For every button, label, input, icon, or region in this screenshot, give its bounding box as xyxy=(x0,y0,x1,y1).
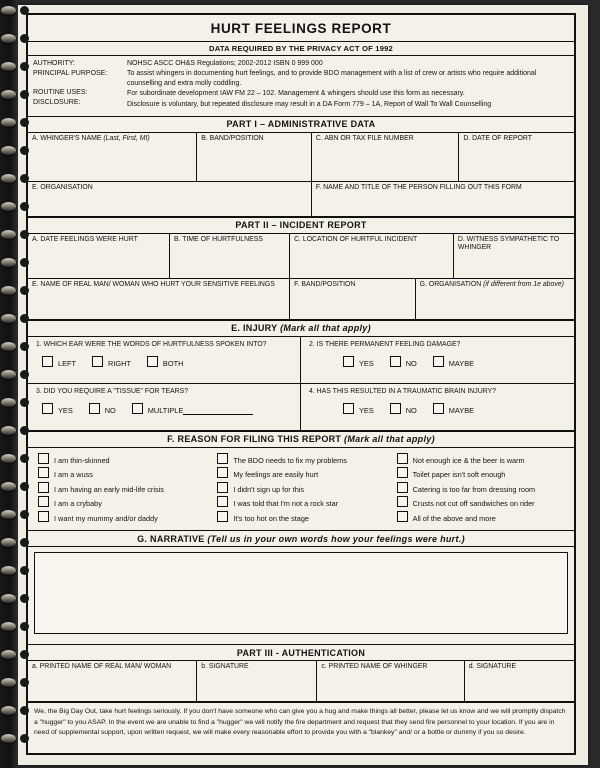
question-text: 3. DID YOU REQUIRE A "TISSUE" FOR TEARS? xyxy=(36,387,189,395)
reason-checkbox-grid xyxy=(28,448,574,532)
checkbox-no[interactable] xyxy=(89,403,116,415)
reason-label: Toilet paper isn't soft enough xyxy=(412,470,506,480)
footer-disclaimer: We, the Big Day Out, take hurt feelings seriously. If you don't have someone who can give you a hug and make things all better, please let us know and we will promptly dispatch a "hugger" to you ASAP. In the event we are unable to find a "hugger" we will notify the fire department and request that they send fire personnel to your location. If you are in need of supplemental support, upon written request, we will make every reasonable effort to provide you with a "blankey" and/ or a bottle or dummy if you so desire. xyxy=(28,702,574,741)
binding-hole xyxy=(20,90,29,99)
field-label: D. DATE OF REPORT xyxy=(463,134,532,142)
field-label-italic: (if different from 1e above) xyxy=(483,280,564,288)
binding-ring xyxy=(1,510,16,519)
question-text: 2. IS THERE PERMANENT FEELING DAMAGE? xyxy=(309,340,461,348)
binding-hole xyxy=(20,426,29,435)
reason-label: I am thin-skinned xyxy=(54,455,110,465)
field-label: G. ORGANISATION xyxy=(419,280,484,288)
checkbox-icon[interactable] xyxy=(397,496,408,507)
reason-item[interactable] xyxy=(397,511,570,526)
binding-ring xyxy=(1,118,16,127)
field-label: E. NAME OF REAL MAN/ WOMAN WHO HURT YOUR SENSITIVE FEELINGS xyxy=(32,280,275,288)
binding-ring xyxy=(1,426,16,435)
checkbox-icon[interactable] xyxy=(397,511,408,522)
checkbox-label: YES xyxy=(359,406,374,416)
injury-row-2 xyxy=(28,384,574,431)
reason-item[interactable] xyxy=(38,482,211,497)
injury-q3-options xyxy=(32,396,297,417)
binding-hole xyxy=(20,230,29,239)
binding-ring xyxy=(1,62,16,71)
binding-hole xyxy=(20,342,29,351)
disclosure-line: Disclosure is voluntary, but repeated disclosure may result in a DA Form 779 – 1A, Report of Wall To Wall Counselling xyxy=(127,100,492,108)
binding-hole xyxy=(20,734,29,743)
binding-ring xyxy=(1,734,16,743)
binding-hole xyxy=(20,6,29,15)
binding-hole xyxy=(20,482,29,491)
binding-hole xyxy=(20,398,29,407)
checkbox-icon[interactable] xyxy=(92,356,103,367)
narrative-heading-italic: (Tell us in your own words how your feelings were hurt.) xyxy=(207,533,465,544)
reason-item[interactable] xyxy=(397,482,570,497)
reason-column-1 xyxy=(32,453,211,526)
reason-item[interactable] xyxy=(38,496,211,511)
narrative-heading-text: G. NARRATIVE xyxy=(137,533,205,544)
part2-row-1 xyxy=(28,234,574,279)
checkbox-label: LEFT xyxy=(58,359,77,369)
binding-hole xyxy=(20,174,29,183)
binding-hole xyxy=(20,678,29,687)
reason-item[interactable] xyxy=(217,467,390,482)
injury-q2-options xyxy=(305,349,571,370)
binding-ring xyxy=(1,370,16,379)
field-abn-tax-file-number[interactable] xyxy=(312,133,459,181)
checkbox-icon[interactable] xyxy=(132,403,143,414)
checkbox-icon[interactable] xyxy=(390,403,401,414)
binding-hole xyxy=(20,258,29,267)
narrative-heading xyxy=(28,531,574,547)
binding-ring xyxy=(1,706,16,715)
field-band-position-2[interactable] xyxy=(290,279,416,319)
checkbox-both[interactable] xyxy=(147,356,184,368)
field-label: F. BAND/POSITION xyxy=(294,280,356,288)
authority-label: AUTHORITY: xyxy=(33,60,76,67)
binding-ring xyxy=(1,146,16,155)
field-label: c. PRINTED NAME OF WHINGER xyxy=(321,663,428,671)
checkbox-label: NO xyxy=(405,406,417,416)
field-label: d. SIGNATURE xyxy=(468,663,517,671)
binding-ring xyxy=(1,622,16,631)
checkbox-icon[interactable] xyxy=(343,356,354,367)
field-name-title-filler[interactable] xyxy=(312,182,574,216)
principal-purpose-label: PRINCIPAL PURPOSE: xyxy=(33,70,108,78)
checkbox-icon[interactable] xyxy=(390,356,401,367)
binding-hole xyxy=(20,202,29,211)
paper-sheet xyxy=(16,5,588,765)
reason-column-2 xyxy=(211,453,390,526)
checkbox-icon[interactable] xyxy=(38,511,49,522)
checkbox-icon[interactable] xyxy=(397,467,408,478)
reason-label: I am having an early mid-life crisis xyxy=(54,484,164,494)
checkbox-icon[interactable] xyxy=(217,496,228,507)
checkbox-icon[interactable] xyxy=(433,356,444,367)
checkbox-icon[interactable] xyxy=(397,453,408,464)
binding-ring xyxy=(1,286,16,295)
reason-heading-text: F. REASON FOR FILING THIS REPORT xyxy=(167,434,342,445)
checkbox-icon[interactable] xyxy=(147,356,158,367)
field-location-of-incident[interactable] xyxy=(290,234,454,278)
reason-item[interactable] xyxy=(397,467,570,482)
checkbox-icon[interactable] xyxy=(42,356,53,367)
injury-question-3 xyxy=(28,384,301,430)
field-time-of-hurtfulness[interactable] xyxy=(170,234,290,278)
spiral-binding xyxy=(0,0,18,768)
authority-text xyxy=(125,56,574,116)
reason-item[interactable] xyxy=(217,496,390,511)
binding-ring xyxy=(1,454,16,463)
checkbox-yes[interactable] xyxy=(343,403,374,415)
field-organisation[interactable] xyxy=(28,182,312,216)
binding-ring xyxy=(1,90,16,99)
binding-hole xyxy=(20,706,29,715)
reason-column-3 xyxy=(391,453,570,526)
binding-hole xyxy=(20,370,29,379)
injury-question-1 xyxy=(28,337,301,383)
question-text: 1. WHICH EAR WERE THE WORDS OF HURTFULNESS SPOKEN INTO? xyxy=(36,340,267,348)
binding-ring xyxy=(1,594,16,603)
field-label: B. BAND/POSITION xyxy=(201,134,264,142)
field-signature-2[interactable] xyxy=(465,661,574,701)
checkbox-icon[interactable] xyxy=(343,403,354,414)
binding-hole xyxy=(20,566,29,575)
injury-q4-options xyxy=(305,396,571,417)
field-date-of-report[interactable] xyxy=(459,133,574,181)
injury-question-4 xyxy=(301,384,574,430)
checkbox-left[interactable] xyxy=(42,356,76,368)
part2-row-2 xyxy=(28,279,574,320)
reason-label: I was told that I'm not a rock star xyxy=(233,499,339,509)
reason-label: All of the above and more xyxy=(412,513,496,523)
part3-heading: PART III - AUTHENTICATION xyxy=(28,645,574,661)
part1-row-2 xyxy=(28,182,574,217)
binding-hole xyxy=(20,594,29,603)
injury-heading-text: E. INJURY xyxy=(231,323,278,334)
binding-hole xyxy=(20,34,29,43)
binding-ring xyxy=(1,398,16,407)
field-label: B. TIME OF HURTFULNESS xyxy=(173,235,263,243)
checkbox-right[interactable] xyxy=(92,356,131,368)
binding-hole xyxy=(20,286,29,295)
binding-ring xyxy=(1,202,16,211)
binding-ring xyxy=(1,342,16,351)
binding-hole xyxy=(20,510,29,519)
authority-labels xyxy=(28,56,125,116)
checkbox-icon[interactable] xyxy=(433,403,444,414)
field-label: F. NAME AND TITLE OF THE PERSON FILLING OUT THIS FORM xyxy=(315,183,522,191)
disclosure-label: DISCLOSURE: xyxy=(33,99,81,107)
field-label: C. ABN OR TAX FILE NUMBER xyxy=(315,134,414,142)
checkbox-label: NO xyxy=(405,359,417,369)
checkbox-maybe[interactable] xyxy=(433,356,474,368)
hurt-feelings-report-form xyxy=(26,13,576,755)
binding-ring xyxy=(1,482,16,491)
authority-line: NOHSC ASCC OH&S Regulations; 2002-2012 ISBN 0 999 000 xyxy=(127,60,323,67)
reason-label: I am a wuss xyxy=(54,470,93,480)
checkbox-yes[interactable] xyxy=(42,403,73,415)
routine-uses-label: ROUTINE USES: xyxy=(33,89,88,97)
binding-ring xyxy=(1,566,16,575)
field-label: A. DATE FEELINGS WERE HURT xyxy=(32,235,138,243)
checkbox-icon[interactable] xyxy=(38,467,49,478)
binding-hole xyxy=(20,538,29,547)
reason-item[interactable] xyxy=(217,511,390,526)
binding-ring xyxy=(1,34,16,43)
binding-hole xyxy=(20,454,29,463)
checkbox-no[interactable] xyxy=(390,403,417,415)
checkbox-multiple[interactable] xyxy=(132,403,254,415)
multiple-write-in-line[interactable] xyxy=(183,414,253,415)
checkbox-label: MAYBE xyxy=(448,406,475,416)
field-label: C. LOCATION OF HURTFUL INCIDENT xyxy=(294,235,418,243)
reason-heading xyxy=(28,431,574,448)
field-printed-name-whinger[interactable] xyxy=(317,661,464,701)
authority-block xyxy=(28,56,574,116)
reason-label: It's too hot on the stage xyxy=(233,513,309,523)
field-date-feelings-hurt[interactable] xyxy=(28,234,170,278)
reason-item[interactable] xyxy=(38,511,211,526)
binding-ring xyxy=(1,6,16,15)
narrative-textarea[interactable] xyxy=(34,552,568,634)
binding-ring xyxy=(1,230,16,239)
checkbox-yes[interactable] xyxy=(343,356,374,368)
injury-question-2 xyxy=(301,337,574,383)
part3-row xyxy=(28,661,574,702)
field-witness[interactable] xyxy=(454,234,574,278)
injury-row-1 xyxy=(28,337,574,384)
binding-hole xyxy=(20,650,29,659)
narrative-section xyxy=(28,552,574,645)
reason-label: Crusts not cut off sandwiches on rider xyxy=(412,499,535,509)
injury-heading-italic: (Mark all that apply) xyxy=(280,323,371,334)
binding-hole xyxy=(20,622,29,631)
routine-uses-line: For subordinate development IAW FM 22 – 102. Management & whingers should use this form as necessary. xyxy=(127,90,465,98)
principal-purpose-line: To assist whingers in documenting hurt feelings, and to provide BDO management with a list of crew or artists who require additional counselling and extra molly coddling. xyxy=(127,70,537,88)
binding-ring xyxy=(1,258,16,267)
field-band-position[interactable] xyxy=(197,133,312,181)
field-label: E. ORGANISATION xyxy=(32,183,93,191)
reason-label: My feelings are easily hurt xyxy=(233,470,319,480)
part2-heading: PART II – INCIDENT REPORT xyxy=(28,217,574,234)
binding-hole xyxy=(20,62,29,71)
checkbox-icon[interactable] xyxy=(217,482,228,493)
question-text: 4. HAS THIS RESULTED IN A TRAUMATIC BRAIN INJURY? xyxy=(309,387,496,395)
reason-item[interactable] xyxy=(397,453,570,468)
checkbox-icon[interactable] xyxy=(42,403,53,414)
field-whinger-name[interactable] xyxy=(28,133,197,181)
checkbox-maybe[interactable] xyxy=(433,403,474,415)
checkbox-icon[interactable] xyxy=(217,467,228,478)
checkbox-label: RIGHT xyxy=(108,359,131,369)
field-signature-1[interactable] xyxy=(197,661,317,701)
checkbox-icon[interactable] xyxy=(217,453,228,464)
checkbox-label: MULTIPLE xyxy=(147,406,184,416)
reason-label: I want my mummy and/or daddy xyxy=(54,513,158,523)
binding-hole xyxy=(20,146,29,155)
checkbox-label: YES xyxy=(58,406,73,416)
reason-item[interactable] xyxy=(217,482,390,497)
binding-ring xyxy=(1,538,16,547)
checkbox-label: NO xyxy=(104,406,116,416)
field-label: A. WHINGER'S NAME xyxy=(32,134,104,142)
reason-item[interactable] xyxy=(217,453,390,468)
reason-item[interactable] xyxy=(38,453,211,468)
field-label: b. SIGNATURE xyxy=(201,663,249,671)
field-label-italic: (Last, First, MI) xyxy=(103,134,150,142)
form-title: HURT FEELINGS REPORT xyxy=(28,15,574,42)
reason-label: Not enough ice & the beer is warm xyxy=(412,455,525,465)
checkbox-icon[interactable] xyxy=(217,511,228,522)
field-label: D. WITNESS SYMPATHETIC TO WHINGER xyxy=(457,235,560,252)
binding-ring xyxy=(1,650,16,659)
binding-hole xyxy=(20,118,29,127)
checkbox-label: BOTH xyxy=(162,359,184,369)
checkbox-label: YES xyxy=(359,359,374,369)
binding-ring xyxy=(1,314,16,323)
reason-item[interactable] xyxy=(38,467,211,482)
checkbox-icon[interactable] xyxy=(397,482,408,493)
binding-hole xyxy=(20,314,29,323)
part1-heading: PART I – ADMINISTRATIVE DATA xyxy=(28,116,574,133)
injury-heading xyxy=(28,320,574,337)
binding-ring xyxy=(1,678,16,687)
reason-label: I am a crybaby xyxy=(54,499,102,509)
checkbox-icon[interactable] xyxy=(38,453,49,464)
reason-heading-italic: (Mark all that apply) xyxy=(344,434,435,445)
privacy-act-band: DATA REQUIRED BY THE PRIVACY ACT OF 1992 xyxy=(28,42,574,56)
field-organisation-2[interactable] xyxy=(416,279,574,319)
checkbox-no[interactable] xyxy=(390,356,417,368)
checkbox-icon[interactable] xyxy=(38,496,49,507)
field-label: a. PRINTED NAME OF REAL MAN/ WOMAN xyxy=(32,663,172,671)
part1-row-1 xyxy=(28,133,574,182)
checkbox-icon[interactable] xyxy=(38,482,49,493)
field-name-of-real-man-woman[interactable] xyxy=(28,279,290,319)
reason-label: The BDO needs to fix my problems xyxy=(233,455,347,465)
reason-label: Catering is too far from dressing room xyxy=(412,484,536,494)
reason-label: I didn't sign up for this xyxy=(233,484,305,494)
field-printed-name-real-man-woman[interactable] xyxy=(28,661,197,701)
binding-ring xyxy=(1,174,16,183)
reason-item[interactable] xyxy=(397,496,570,511)
checkbox-label: MAYBE xyxy=(448,359,475,369)
checkbox-icon[interactable] xyxy=(89,403,100,414)
injury-q1-options xyxy=(32,349,297,370)
